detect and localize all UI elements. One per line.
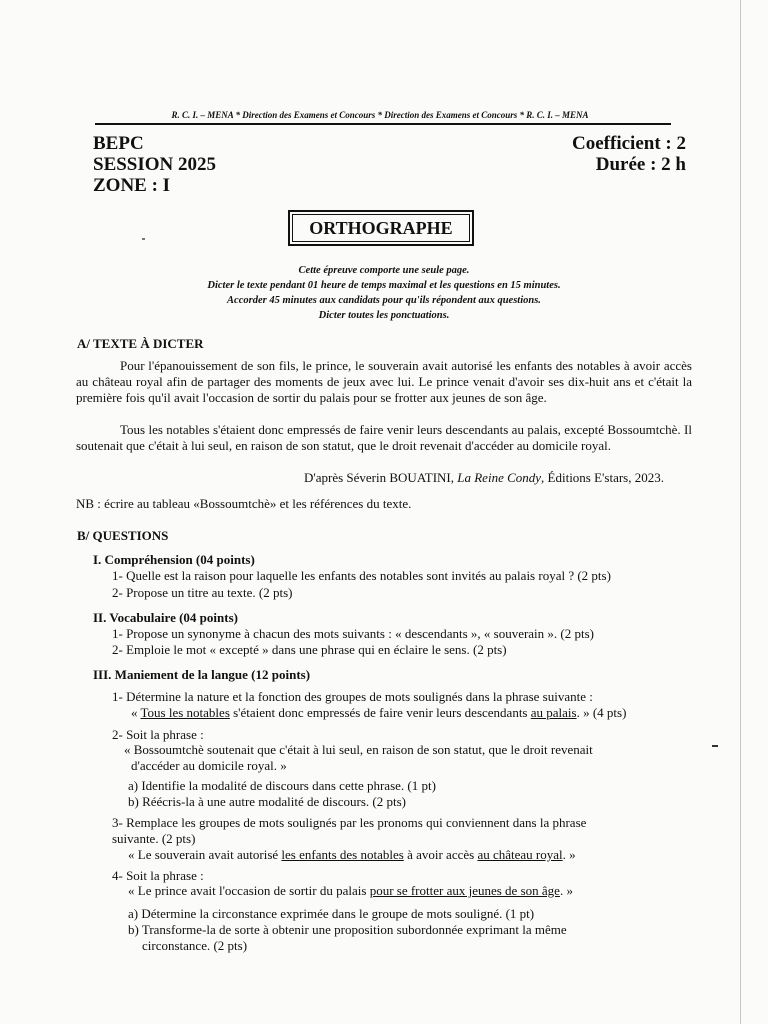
exam-name: BEPC [93, 133, 144, 154]
sentence-part: . » [562, 847, 576, 862]
sentence-part: s'étaient donc empressés de faire venir leurs descendants [229, 705, 531, 720]
question-text: 1- Détermine la nature et la fonction des groupes de mots soulignés dans la phrase suivante : [112, 689, 593, 704]
instruction-line: Accorder 45 minutes aux candidats pour qu'ils répondent aux questions. [227, 295, 541, 306]
sentence-part: « [131, 705, 141, 720]
exam-meta-left [93, 133, 216, 196]
dictation-paragraph-2: Tous les notables s'étaient donc empressés de faire venir leurs descendants au palais, excepté Bossoumtchè. Il soutenait que c'était à lui seul, en raison de son statut, que le droit revenait d'accéder au domicile royal. [76, 422, 692, 453]
instruction-line: Dicter toutes les ponctuations. [318, 310, 450, 321]
question-text: b) Transforme-la de sorte à obtenir une proposition subordonnée exprimant la même [128, 922, 567, 937]
text-source [304, 470, 664, 486]
sentence-part: « Le souverain avait autorisé [128, 847, 282, 862]
exam-coefficient: Coefficient : 2 [572, 133, 686, 154]
question-text: 2- Emploie le mot « excepté » dans une phrase qui en éclaire le sens. (2 pts) [112, 642, 507, 657]
underlined-group: au château royal [477, 847, 563, 862]
source-suffix: , Éditions E'stars, 2023. [541, 470, 664, 485]
question-text: 2- Propose un titre au texte. (2 pts) [112, 585, 293, 600]
subject-title [288, 210, 474, 246]
question-text: circonstance. (2 pts) [142, 938, 248, 953]
exam-session: SESSION 2025 [93, 154, 217, 175]
header-rule [95, 123, 671, 125]
question-text: b) Réécris-la à une autre modalité de discours. (2 pts) [128, 794, 406, 809]
question-sentence [131, 705, 626, 721]
sentence-part: . » [559, 883, 573, 898]
question-text: 4- Soit la phrase : [112, 868, 204, 883]
question-quote: d'accéder au domicile royal. » [131, 758, 287, 773]
section-a-title: A/ TEXTE À DICTER [77, 336, 204, 351]
exam-duration: Durée : 2 h [595, 154, 686, 175]
question-text: 1- Quelle est la raison pour laquelle les enfants des notables sont invités au palais royal ? (2 pts) [112, 568, 611, 583]
sentence-part: « Le prince avait l'occasion de sortir du palais [128, 883, 370, 898]
exam-zone: ZONE : I [93, 175, 171, 196]
exam-instructions [110, 263, 658, 323]
nb-note: NB : écrire au tableau «Bossoumtchè» et les références du texte. [76, 496, 412, 511]
question-text: 2- Soit la phrase : [112, 727, 204, 742]
sentence-part: à avoir accès [403, 847, 478, 862]
part-language-title: III. Maniement de la langue (12 points) [93, 667, 311, 682]
part-comprehension-title: I. Compréhension (04 points) [93, 552, 255, 567]
underlined-group: Tous les notables [140, 705, 230, 720]
question-text: a) Détermine la circonstance exprimée dans le groupe de mots souligné. (1 pt) [128, 906, 535, 921]
scan-speck [142, 238, 145, 240]
subject-label: ORTHOGRAPHE [309, 218, 453, 238]
instruction-line: Dicter le texte pendant 01 heure de temps maximal et les questions en 15 minutes. [207, 280, 561, 291]
question-quote: « Bossoumtchè soutenait que c'était à lui seul, en raison de son statut, que le droit revenait [124, 742, 593, 757]
page-edge [740, 0, 741, 1024]
dictation-paragraph-1: Pour l'épanouissement de son fils, le prince, le souverain avait autorisé les enfants des notables à avoir accès au château royal afin de partager des moments de jeux avec lui. Le prince venait d'avoir ses dix-huit ans et c'était la première fois qu'il avait l'occasion de sortir du palais pour se frotter aux jeunes de son âge. [76, 358, 692, 405]
question-text: suivante. (2 pts) [112, 831, 196, 846]
question-text: a) Identifie la modalité de discours dans cette phrase. (1 pt) [128, 778, 436, 793]
underlined-group: les enfants des notables [281, 847, 404, 862]
exam-meta-right [572, 133, 686, 175]
section-b-title: B/ QUESTIONS [77, 528, 169, 543]
source-title: La Reine Condy [457, 470, 542, 485]
question-sentence [128, 847, 576, 863]
source-prefix: D'après Séverin BOUATINI, [304, 470, 458, 485]
ministry-header: R. C. I. – MENA * Direction des Examens et Concours * Direction des Examens et Concours * R. C. I. – MENA [171, 110, 589, 120]
instruction-line: Cette épreuve comporte une seule page. [298, 265, 470, 276]
part-vocabulary-title: II. Vocabulaire (04 points) [93, 610, 238, 625]
underlined-group: pour se frotter aux jeunes de son âge [369, 883, 560, 898]
question-text: 3- Remplace les groupes de mots soulignés par les pronoms qui conviennent dans la phrase [112, 815, 587, 830]
sentence-part: . » (4 pts) [576, 705, 627, 720]
question-text: 1- Propose un synonyme à chacun des mots suivants : « descendants », « souverain ». (2 pts) [112, 626, 595, 641]
scan-mark [712, 745, 718, 747]
question-sentence [128, 883, 573, 899]
underlined-group: au palais [530, 705, 577, 720]
